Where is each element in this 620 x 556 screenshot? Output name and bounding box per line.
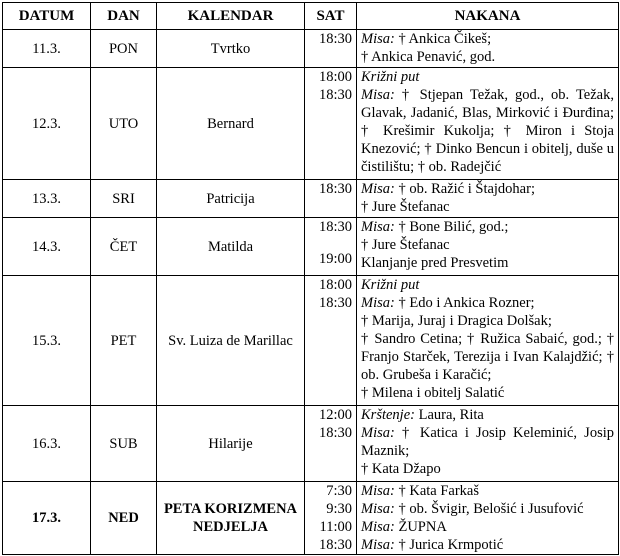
intention-line: † Milena i obitelj Salatić: [361, 385, 505, 401]
intention-line: † Marija, Juraj i Dragica Dolšak;: [361, 313, 552, 329]
intention-line: † Jure Štefanac: [361, 199, 450, 215]
cell-kalendar: Matilda: [157, 218, 305, 276]
table-row: [3, 68, 619, 180]
cell-datum: 15.3.: [3, 276, 91, 406]
cell-sat: [305, 30, 357, 68]
table-row: [3, 276, 619, 406]
time: 18:00: [318, 277, 352, 293]
intention-line: Misa: † Edo i Ankica Rozner;: [361, 295, 535, 311]
cell-nakana: [357, 30, 619, 68]
table-row: [3, 482, 619, 555]
cell-kalendar: PETA KORIZMENA NEDJELJA: [157, 482, 305, 555]
time: 18:30: [318, 87, 352, 103]
cell-dan: ČET: [91, 218, 157, 276]
intention-line: Misa: † Jurica Krmpotić: [361, 537, 504, 553]
cell-datum: 16.3.: [3, 406, 91, 482]
intention-line: † Jure Štefanac: [361, 237, 450, 253]
cell-dan: SUB: [91, 406, 157, 482]
time: 9:30: [326, 501, 352, 517]
cell-sat: [305, 276, 357, 406]
cell-kalendar: Sv. Luiza de Marillac: [157, 276, 305, 406]
time: 18:30: [318, 537, 352, 553]
intention-line: Misa: † ob. Ražić i Štajdohar;: [361, 181, 535, 197]
cell-kalendar: Tvrtko: [157, 30, 305, 68]
cell-sat: [305, 180, 357, 218]
time: 18:30: [318, 425, 352, 441]
intention-line: † Sandro Cetina; † Ružica Sabaić, god.; † Franjo Starček, Terezija i Ivan Kalajdžić; † ob. Grubeša i Karačić;: [361, 331, 614, 383]
cell-datum: 13.3.: [3, 180, 91, 218]
cell-datum: 14.3.: [3, 218, 91, 276]
intention-line: † Ankica Penavić, god.: [361, 49, 496, 65]
header-datum: DATUM: [3, 3, 91, 30]
header-nakana: NAKANA: [357, 3, 619, 30]
cell-datum: 17.3.: [3, 482, 91, 555]
header-sat: SAT: [305, 3, 357, 30]
cell-dan: PON: [91, 30, 157, 68]
intention-line: Križni put: [361, 277, 420, 293]
intention-line: Misa: † ob. Švigir, Belošić i Jusufović: [361, 501, 584, 517]
time: 18:30: [318, 31, 352, 47]
time: 19:00: [318, 251, 352, 267]
cell-datum: 11.3.: [3, 30, 91, 68]
table-row: [3, 180, 619, 218]
table-row: [3, 218, 619, 276]
intention-line: Misa: † Kata Farkaš: [361, 483, 479, 499]
cell-dan: NED: [91, 482, 157, 555]
time: 12:00: [318, 407, 352, 423]
cell-dan: PET: [91, 276, 157, 406]
cell-dan: SRI: [91, 180, 157, 218]
cell-sat: [305, 218, 357, 276]
header-row: [3, 3, 619, 30]
intention-line: Misa: ŽUPNA: [361, 519, 447, 535]
cell-nakana: [357, 276, 619, 406]
cell-nakana: [357, 406, 619, 482]
intention-line: Misa: † Ankica Čikeš;: [361, 31, 492, 47]
cell-dan: UTO: [91, 68, 157, 180]
intention-line: † Kata Džapo: [361, 461, 441, 477]
cell-nakana: [357, 482, 619, 555]
cell-datum: 12.3.: [3, 68, 91, 180]
intention-line: Klanjanje pred Presvetim: [361, 255, 509, 271]
header-kalendar: KALENDAR: [157, 3, 305, 30]
time: 18:30: [318, 181, 352, 197]
mass-schedule-table: [2, 2, 619, 555]
time: 11:00: [319, 519, 352, 535]
cell-nakana: [357, 68, 619, 180]
cell-kalendar: Bernard: [157, 68, 305, 180]
intention-line: Misa: † Stjepan Težak, god., ob. Težak, Glavak, Jadanić, Blas, Mirković i Đurđina; † Krešimir Kukolja; † Miron i Stoja Knezović; † Dinko Bencun i obitelj, duše u čistilištu; † ob. Radejčić: [361, 87, 614, 175]
cell-sat: [305, 68, 357, 180]
table-row: [3, 406, 619, 482]
intention-line: Krštenje: Laura, Rita: [361, 407, 484, 423]
cell-nakana: [357, 218, 619, 276]
time: 18:30: [318, 295, 352, 311]
intention-line: Misa: † Katica i Josip Keleminić, Josip Maznik;: [361, 425, 614, 459]
cell-kalendar: Hilarije: [157, 406, 305, 482]
time: 18:00: [318, 69, 352, 85]
time: 7:30: [326, 483, 352, 499]
cell-sat: [305, 406, 357, 482]
table-row: [3, 30, 619, 68]
intention-line: Misa: † Bone Bilić, god.;: [361, 219, 509, 235]
intention-line: Križni put: [361, 69, 420, 85]
header-dan: DAN: [91, 3, 157, 30]
cell-kalendar: Patricija: [157, 180, 305, 218]
cell-sat: [305, 482, 357, 555]
cell-nakana: [357, 180, 619, 218]
time: 18:30: [318, 219, 352, 235]
